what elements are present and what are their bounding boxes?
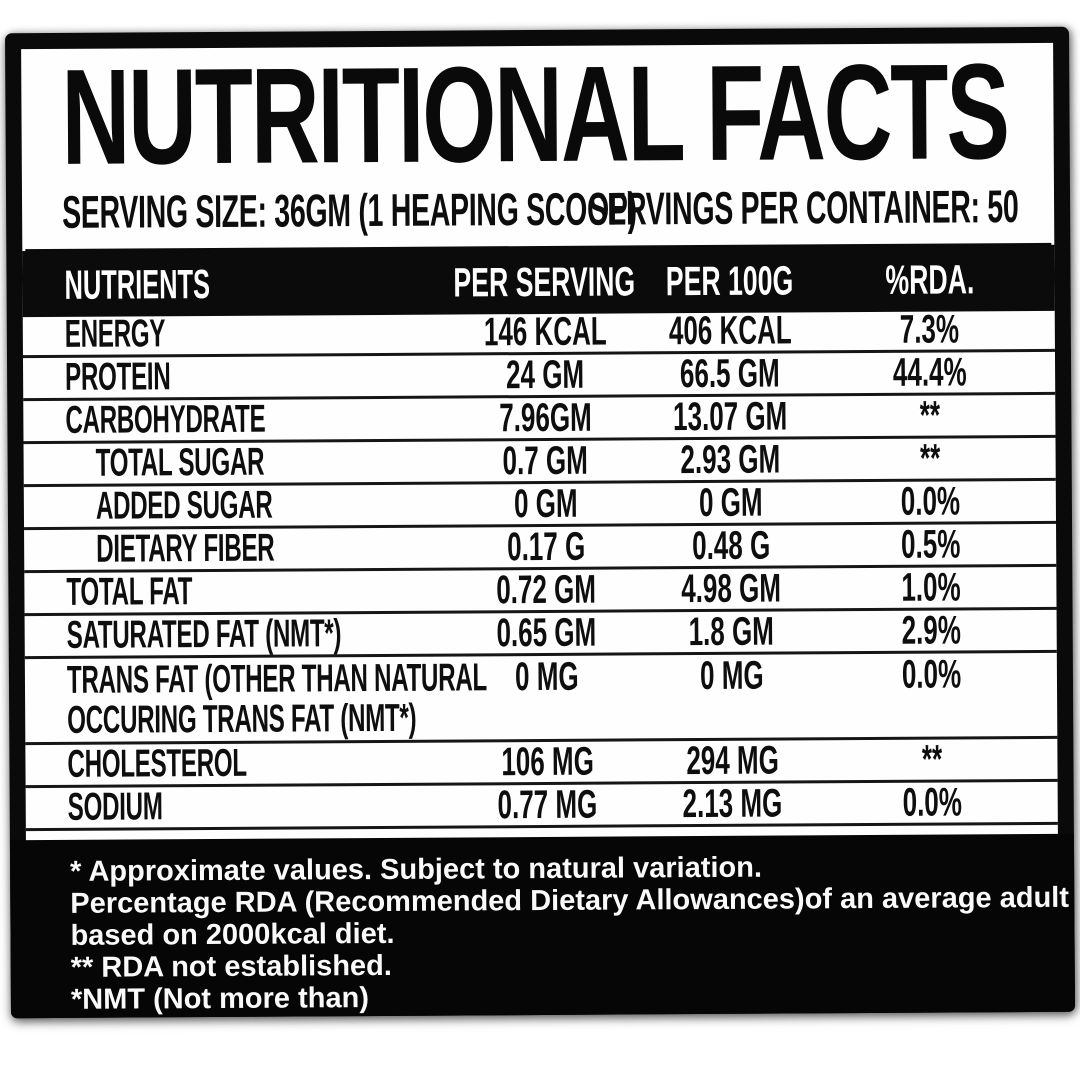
table-body	[23, 309, 1058, 831]
per-serving-value: 106 MG	[501, 739, 594, 785]
per-100g-value: 4.98 GM	[681, 566, 782, 612]
table-row	[23, 395, 1055, 444]
per-serving-value: 0.7 GM	[502, 438, 589, 484]
table-row	[25, 653, 1058, 745]
table-row	[25, 610, 1057, 659]
footnote-line: ** RDA not established.	[70, 949, 393, 984]
per-serving-value: 0.77 MG	[497, 782, 598, 828]
nutrient-name: SATURATED FAT (NMT*)	[66, 612, 342, 657]
nutrient-name: SODIUM	[67, 785, 163, 829]
rda-value: 7.3%	[900, 307, 960, 352]
per-serving-value: 0 MG	[515, 654, 579, 700]
per-serving-value: 24 GM	[505, 352, 585, 398]
footnote-line: based on 2000kcal diet.	[70, 917, 395, 952]
per-100g-value: 1.8 GM	[688, 609, 775, 655]
column-header-nutrients: NUTRIENTS	[64, 260, 211, 308]
per-100g-value: 13.07 GM	[673, 394, 788, 440]
per-serving-value: 0.72 GM	[496, 567, 597, 613]
nutrient-name: ENERGY	[64, 312, 166, 356]
per-100g-value: 294 MG	[686, 738, 779, 784]
per-100g-value: 0 MG	[700, 653, 764, 699]
nutrient-name: TOTAL SUGAR	[95, 440, 265, 485]
per-100g-value: 0 GM	[698, 480, 763, 526]
per-serving-value: 146 KCAL	[483, 309, 607, 355]
column-header-rda: %RDA.	[884, 255, 975, 303]
rda-value: 0.5%	[901, 522, 961, 567]
nutrient-name: DIETARY FIBER	[96, 526, 275, 571]
rda-value: 2.9%	[901, 608, 962, 653]
per-100g-value: 2.13 MG	[682, 781, 783, 827]
per-100g-value: 0.48 G	[691, 523, 771, 569]
per-serving-value: 0.17 G	[506, 524, 586, 570]
footnote-line: * Approximate values. Subject to natural variation.	[70, 851, 763, 888]
footnote-line: Percentage RDA (Recommended Dietary Allowances)of an average adult	[70, 881, 1070, 920]
rda-value: **	[922, 737, 943, 782]
nutrient-name: TRANS FAT (OTHER THAN NATURAL OCCURING TRANS FAT (NMT*)	[66, 655, 488, 742]
rda-value: 0.0%	[901, 479, 961, 524]
serving-size-text: SERVING SIZE: 36GM (1 HEAPING SCOOP)	[61, 182, 637, 238]
per-serving-value: 7.96GM	[498, 395, 592, 441]
table-row	[26, 782, 1058, 831]
per-100g-value: 66.5 GM	[680, 351, 781, 397]
per-100g-value: 406 KCAL	[668, 308, 792, 354]
table-header	[22, 245, 1054, 317]
nutrient-name: PROTEIN	[64, 355, 171, 399]
label-frame	[5, 27, 1075, 1018]
rda-value: **	[920, 436, 941, 481]
rda-value: 0.0%	[902, 652, 962, 697]
column-header-per-100g: PER 100G	[665, 256, 794, 304]
rda-value: 44.4%	[893, 350, 968, 395]
rda-value: 1.0%	[901, 565, 962, 610]
nutrient-name: CHOLESTEROL	[67, 741, 247, 786]
rda-value: **	[920, 393, 941, 438]
per-serving-value: 0.65 GM	[496, 610, 597, 656]
page-title: NUTRITIONAL FACTS	[61, 35, 1009, 193]
label-inner	[21, 35, 1070, 1016]
per-serving-value: 0 GM	[513, 481, 578, 527]
per-100g-value: 2.93 GM	[680, 437, 781, 483]
nutrient-name: CARBOHYDRATE	[65, 397, 266, 442]
servings-per-container-text: SERVINGS PER CONTAINER: 50	[588, 180, 1019, 235]
column-header-per-serving: PER SERVING	[453, 257, 636, 306]
nutrient-name: ADDED SUGAR	[95, 483, 273, 528]
footnotes-panel	[10, 834, 1075, 1018]
nutrient-name: TOTAL FAT	[66, 570, 193, 614]
footnote-line: *NMT (Not more than)	[70, 982, 370, 1016]
table-row	[23, 352, 1055, 401]
serving-info-row	[22, 180, 1054, 238]
rda-value: 0.0%	[902, 780, 963, 825]
